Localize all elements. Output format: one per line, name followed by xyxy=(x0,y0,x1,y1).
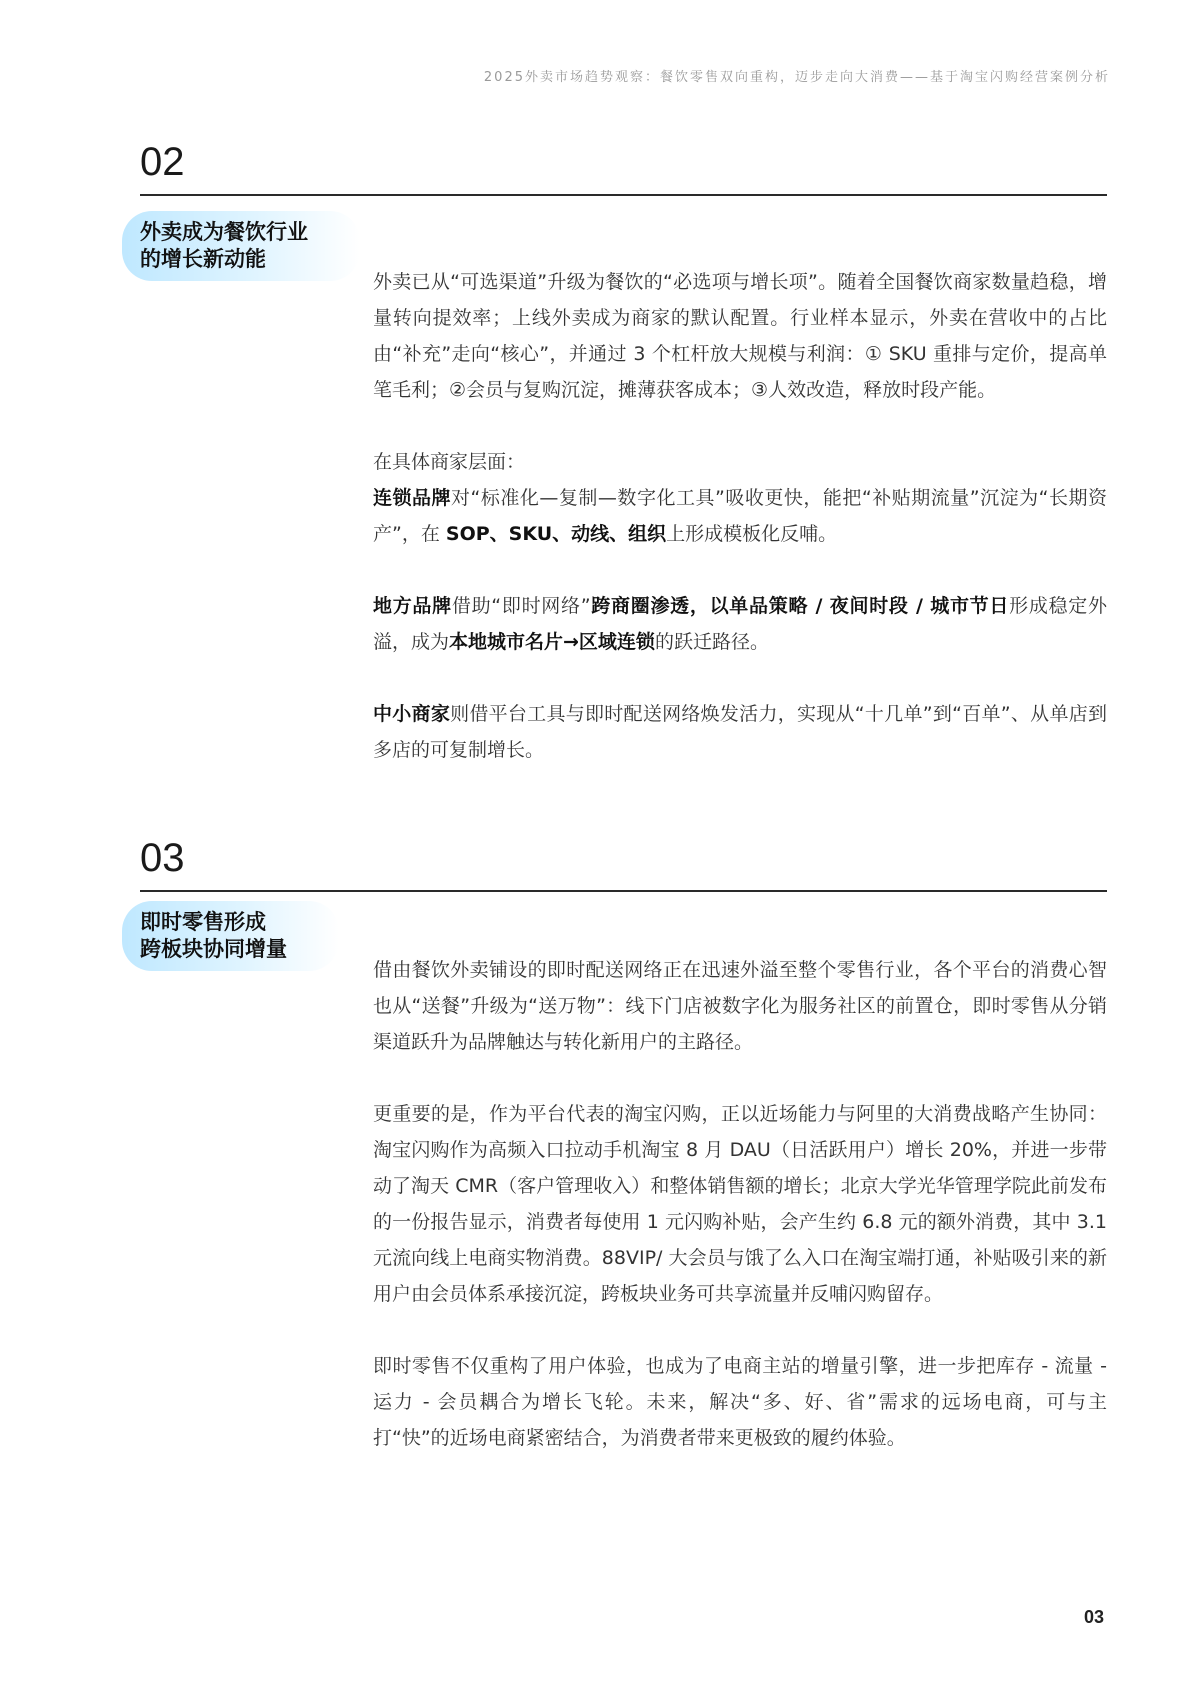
emphasis: SOP、SKU、动线、组织 xyxy=(445,523,667,545)
emphasis: 连锁品牌 xyxy=(373,487,452,509)
section-number: 03 xyxy=(140,836,185,880)
text: 对“标准化—复制—数字化工具”吸收更快，能把“补贴期流量”沉淀为“长期资产”，在 xyxy=(373,487,1107,545)
section-title-line: 跨板块协同增量 xyxy=(140,937,287,961)
paragraph xyxy=(373,696,1107,768)
section-title-line: 即时零售形成 xyxy=(140,910,266,934)
page-number: 03 xyxy=(1083,1607,1104,1627)
running-header: 2025外卖市场趋势观察：餐饮零售双向重构，迈步走向大消费——基于淘宝闪购经营案例分析 xyxy=(483,70,1110,85)
paragraph: 借由餐饮外卖铺设的即时配送网络正在迅速外溢至整个零售行业，各个平台的消费心智也从“送餐”升级为“送万物”：线下门店被数字化为服务社区的前置仓，即时零售从分销渠道跃升为品牌触达与转化新用户的主路径。 xyxy=(373,959,1107,1053)
section-title xyxy=(122,211,360,281)
section-title-line: 外卖成为餐饮行业 xyxy=(140,220,308,244)
section-body xyxy=(373,264,1107,804)
paragraph-intro: 在具体商家层面： xyxy=(373,451,526,473)
paragraph xyxy=(373,444,1107,552)
emphasis: 中小商家 xyxy=(373,703,451,725)
paragraph: 更重要的是，作为平台代表的淘宝闪购，正以近场能力与阿里的大消费战略产生协同：淘宝闪购作为高频入口拉动手机淘宝 8 月 DAU（日活跃用户）增长 20%，并进一步带动了淘天 CMR（客户管理收入）和整体销售额的增长；北京大学光华管理学院此前发布的一份报告显示，消费者每使用 1 元闪购补贴，会产生约 6.8 元的额外消费，其中 3.1 元流向线上电商实物消费。88VIP/ 大会员与饿了么入口在淘宝端打通，补贴吸引来的新用户由会员体系承接沉淀，跨板块业务可共享流量并反哺闪购留存。 xyxy=(373,1103,1107,1305)
section-title-line: 的增长新动能 xyxy=(140,247,266,271)
section-02 xyxy=(140,140,1107,761)
text: 上形成模板化反哺。 xyxy=(666,523,838,545)
section-title xyxy=(122,901,339,971)
section-number: 02 xyxy=(140,140,185,184)
text: 借助“即时网络” xyxy=(451,595,591,617)
emphasis: 跨商圈渗透，以单品策略 / 夜间时段 / 城市节日 xyxy=(590,595,1010,617)
section-03 xyxy=(140,836,1107,1516)
section-divider xyxy=(140,194,1107,196)
paragraph: 即时零售不仅重构了用户体验，也成为了电商主站的增量引擎，进一步把库存 - 流量 - 运力 - 会员耦合为增长飞轮。未来，解决“多、好、省”需求的远场电商，可与主打“快”的近场电商紧密结合，为消费者带来更极致的履约体验。 xyxy=(373,1355,1107,1449)
text: 则借平台工具与即时配送网络焕发活力，实现从“十几单”到“百单”、从单店到多店的可复制增长。 xyxy=(373,703,1107,761)
text: 的跃迁路径。 xyxy=(654,631,769,653)
section-body xyxy=(373,952,1107,1492)
text: 形成稳定外溢，成为 xyxy=(373,595,1107,653)
emphasis: 地方品牌 xyxy=(373,595,452,617)
section-divider xyxy=(140,890,1107,892)
emphasis: 本地城市名片→区域连锁 xyxy=(449,631,655,653)
paragraph: 外卖已从“可选渠道”升级为餐饮的“必选项与增长项”。随着全国餐饮商家数量趋稳，增量转向提效率；上线外卖成为商家的默认配置。行业样本显示，外卖在营收中的占比由“补充”走向“核心”，并通过 3 个杠杆放大规模与利润：① SKU 重排与定价，提高单笔毛利；②会员与复购沉淀，摊薄获客成本；③人效改造，释放时段产能。 xyxy=(373,271,1107,401)
paragraph xyxy=(373,588,1107,660)
